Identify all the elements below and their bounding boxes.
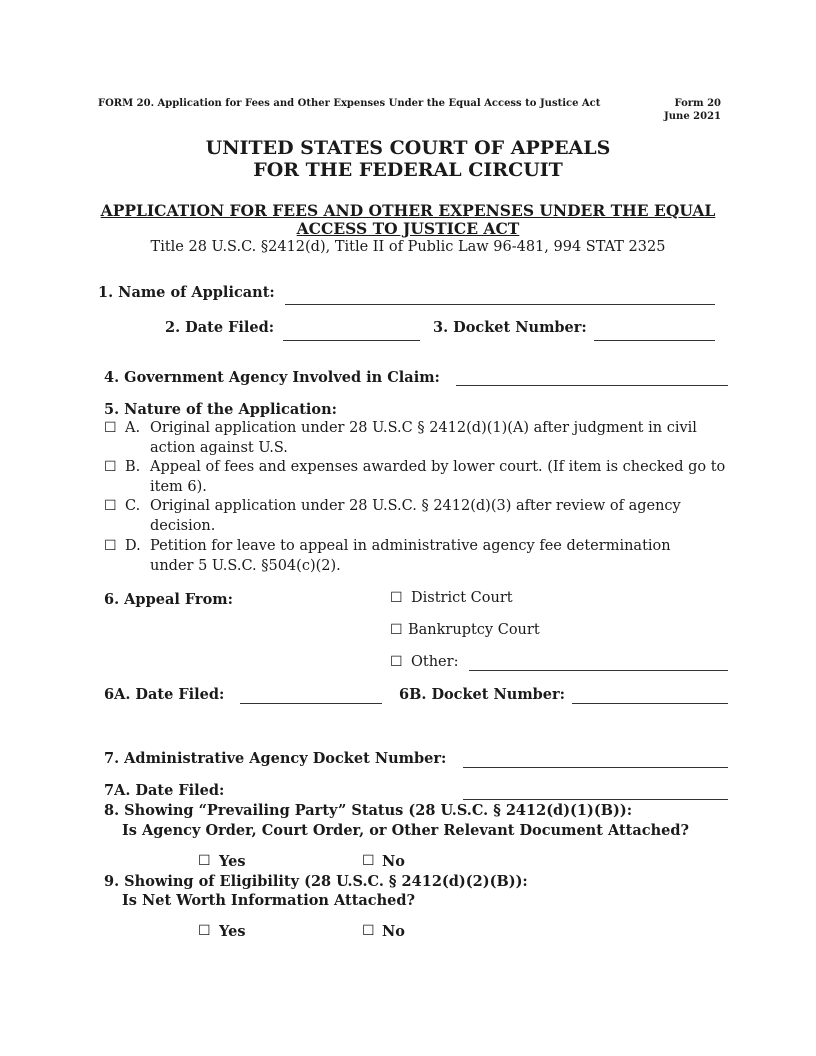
other-input[interactable]: [469, 670, 728, 671]
option-b-letter: B.: [125, 459, 141, 475]
prevailing-party-question: Is Agency Order, Court Order, or Other Relevant Document Attached?: [122, 822, 689, 839]
option-d-letter: D.: [125, 538, 141, 554]
option-a-text-cont: action against U.S.: [150, 440, 288, 456]
checkbox-district-court[interactable]: ☐: [390, 590, 403, 606]
checkbox-other[interactable]: ☐: [390, 654, 403, 670]
applicant-input[interactable]: [285, 304, 715, 305]
eligibility-no-label: No: [382, 923, 405, 940]
checkbox-bankruptcy-court[interactable]: ☐: [390, 622, 403, 638]
statute-citation: Title 28 U.S.C. §2412(d), Title II of Public Law 96-481, 994 STAT 2325: [150, 239, 666, 255]
checkbox-option-b[interactable]: ☐: [104, 459, 117, 475]
docket-number-input[interactable]: [594, 340, 715, 341]
date-filed-label: 2. Date Filed:: [165, 319, 275, 336]
date-filed-input[interactable]: [283, 340, 420, 341]
eligibility-label: 9. Showing of Eligibility (28 U.S.C. § 2412(d)(2)(B)):: [104, 873, 528, 890]
agency-docket-label: 7. Administrative Agency Docket Number:: [104, 750, 447, 767]
option-c-letter: C.: [125, 498, 141, 514]
agency-date-filed-label: 7A. Date Filed:: [104, 782, 225, 799]
appeal-docket-input[interactable]: [572, 703, 728, 704]
applicant-label: 1. Name of Applicant:: [98, 284, 275, 301]
docket-number-label: 3. Docket Number:: [433, 319, 587, 336]
other-label: Other:: [411, 654, 459, 670]
agency-label: 4. Government Agency Involved in Claim:: [104, 369, 440, 386]
form-number: Form 20: [674, 98, 721, 109]
checkbox-eligibility-yes[interactable]: ☐: [198, 923, 211, 939]
checkbox-eligibility-no[interactable]: ☐: [362, 923, 375, 939]
agency-docket-input[interactable]: [463, 767, 728, 768]
checkbox-option-d[interactable]: ☐: [104, 538, 117, 554]
checkbox-prevailing-no[interactable]: ☐: [362, 853, 375, 869]
appeal-date-filed-input[interactable]: [240, 703, 382, 704]
application-title-line1: APPLICATION FOR FEES AND OTHER EXPENSES UNDER THE EQUAL: [100, 201, 716, 220]
option-a-text: Original application under 28 U.S.C § 2412(d)(1)(A) after judgment in civil: [150, 420, 697, 436]
agency-date-filed-input[interactable]: [463, 799, 728, 800]
option-b-text-cont: item 6).: [150, 479, 207, 495]
nature-heading: 5. Nature of the Application:: [104, 401, 337, 418]
eligibility-question: Is Net Worth Information Attached?: [122, 892, 416, 909]
option-a-letter: A.: [125, 420, 141, 436]
checkbox-prevailing-yes[interactable]: ☐: [198, 853, 211, 869]
form-header-title: FORM 20. Application for Fees and Other Expenses Under the Equal Access to Justice Act: [98, 98, 601, 109]
option-b-text: Appeal of fees and expenses awarded by lower court. (If item is checked go to: [150, 459, 726, 475]
appeal-date-filed-label: 6A. Date Filed:: [104, 686, 225, 703]
checkbox-option-c[interactable]: ☐: [104, 498, 117, 514]
eligibility-yes-label: Yes: [219, 923, 246, 940]
application-title-line2: ACCESS TO JUSTICE ACT: [296, 219, 520, 238]
district-court-label: District Court: [411, 590, 513, 606]
option-c-text: Original application under 28 U.S.C. § 2412(d)(3) after review of agency: [150, 498, 681, 514]
option-d-text: Petition for leave to appeal in administrative agency fee determination: [150, 538, 671, 554]
court-title-line1: UNITED STATES COURT OF APPEALS: [205, 137, 611, 159]
appeal-from-label: 6. Appeal From:: [104, 591, 233, 608]
option-c-text-cont: decision.: [150, 518, 216, 534]
prevailing-yes-label: Yes: [219, 853, 246, 870]
option-d-text-cont: under 5 U.S.C. §504(c)(2).: [150, 558, 341, 574]
appeal-docket-label: 6B. Docket Number:: [399, 686, 566, 703]
agency-input[interactable]: [456, 385, 728, 386]
prevailing-party-label: 8. Showing “Prevailing Party” Status (28 U.S.C. § 2412(d)(1)(B)):: [104, 802, 633, 819]
court-title-line2: FOR THE FEDERAL CIRCUIT: [253, 159, 563, 181]
bankruptcy-court-label: Bankruptcy Court: [408, 622, 540, 638]
form-date: June 2021: [664, 111, 721, 122]
prevailing-no-label: No: [382, 853, 405, 870]
checkbox-option-a[interactable]: ☐: [104, 420, 117, 436]
